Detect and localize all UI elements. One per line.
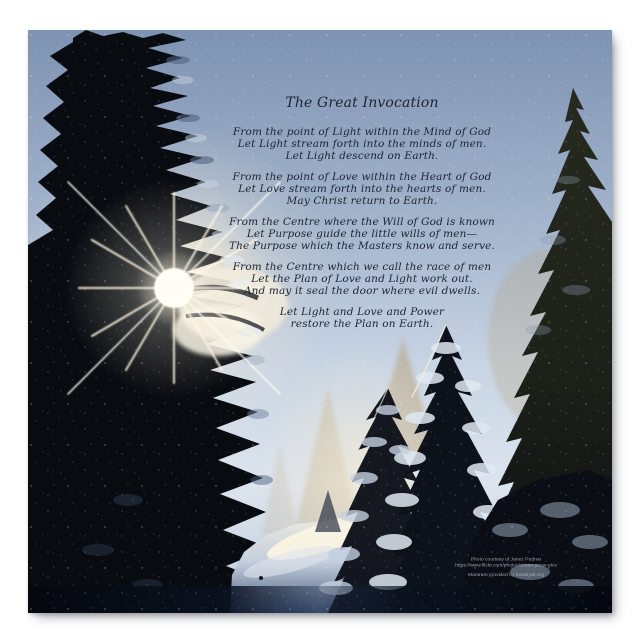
- poem-line: From the Centre which we call the race of men: [232, 261, 492, 273]
- poem-line: Let Love stream forth into the hearts of men.: [238, 183, 486, 195]
- poem-line: May Christ return to Earth.: [286, 195, 438, 207]
- poem-line: Let Purpose guide the little wills of men—: [246, 228, 478, 240]
- poem-line: The Purpose which the Masters know and serve.: [228, 240, 496, 252]
- poem-line: Let the Plan of Love and Light work out.: [251, 273, 473, 285]
- poem-line: restore the Plan on Earth.: [290, 318, 434, 330]
- snowfall-speckles-2: [45, 39, 612, 613]
- poem-line: Let Light descend on Earth.: [285, 150, 439, 162]
- poem-line: Let Light and Love and Power: [279, 306, 445, 318]
- poem-line: Let Light stream forth into the minds of men.: [237, 138, 487, 150]
- credit-line: https://www.flickr.com/photos/winter-snow-pics: [455, 562, 557, 568]
- winter-forest-photo: [28, 30, 612, 613]
- poem-line: From the point of Light within the Mind of God: [232, 126, 492, 138]
- credit-line: Mantram provided by lucistrust.org: [468, 571, 544, 577]
- poster-print: [28, 30, 612, 613]
- poem-line: From the Centre where the Will of God is known: [229, 216, 495, 228]
- poem-title: The Great Invocation: [285, 95, 439, 111]
- poem-line: And may it seal the door where evil dwells.: [243, 285, 481, 297]
- poem-line: From the point of Love within the Heart of God: [232, 171, 492, 183]
- credit-line: Photo courtesy of Janez Podnar: [470, 556, 542, 562]
